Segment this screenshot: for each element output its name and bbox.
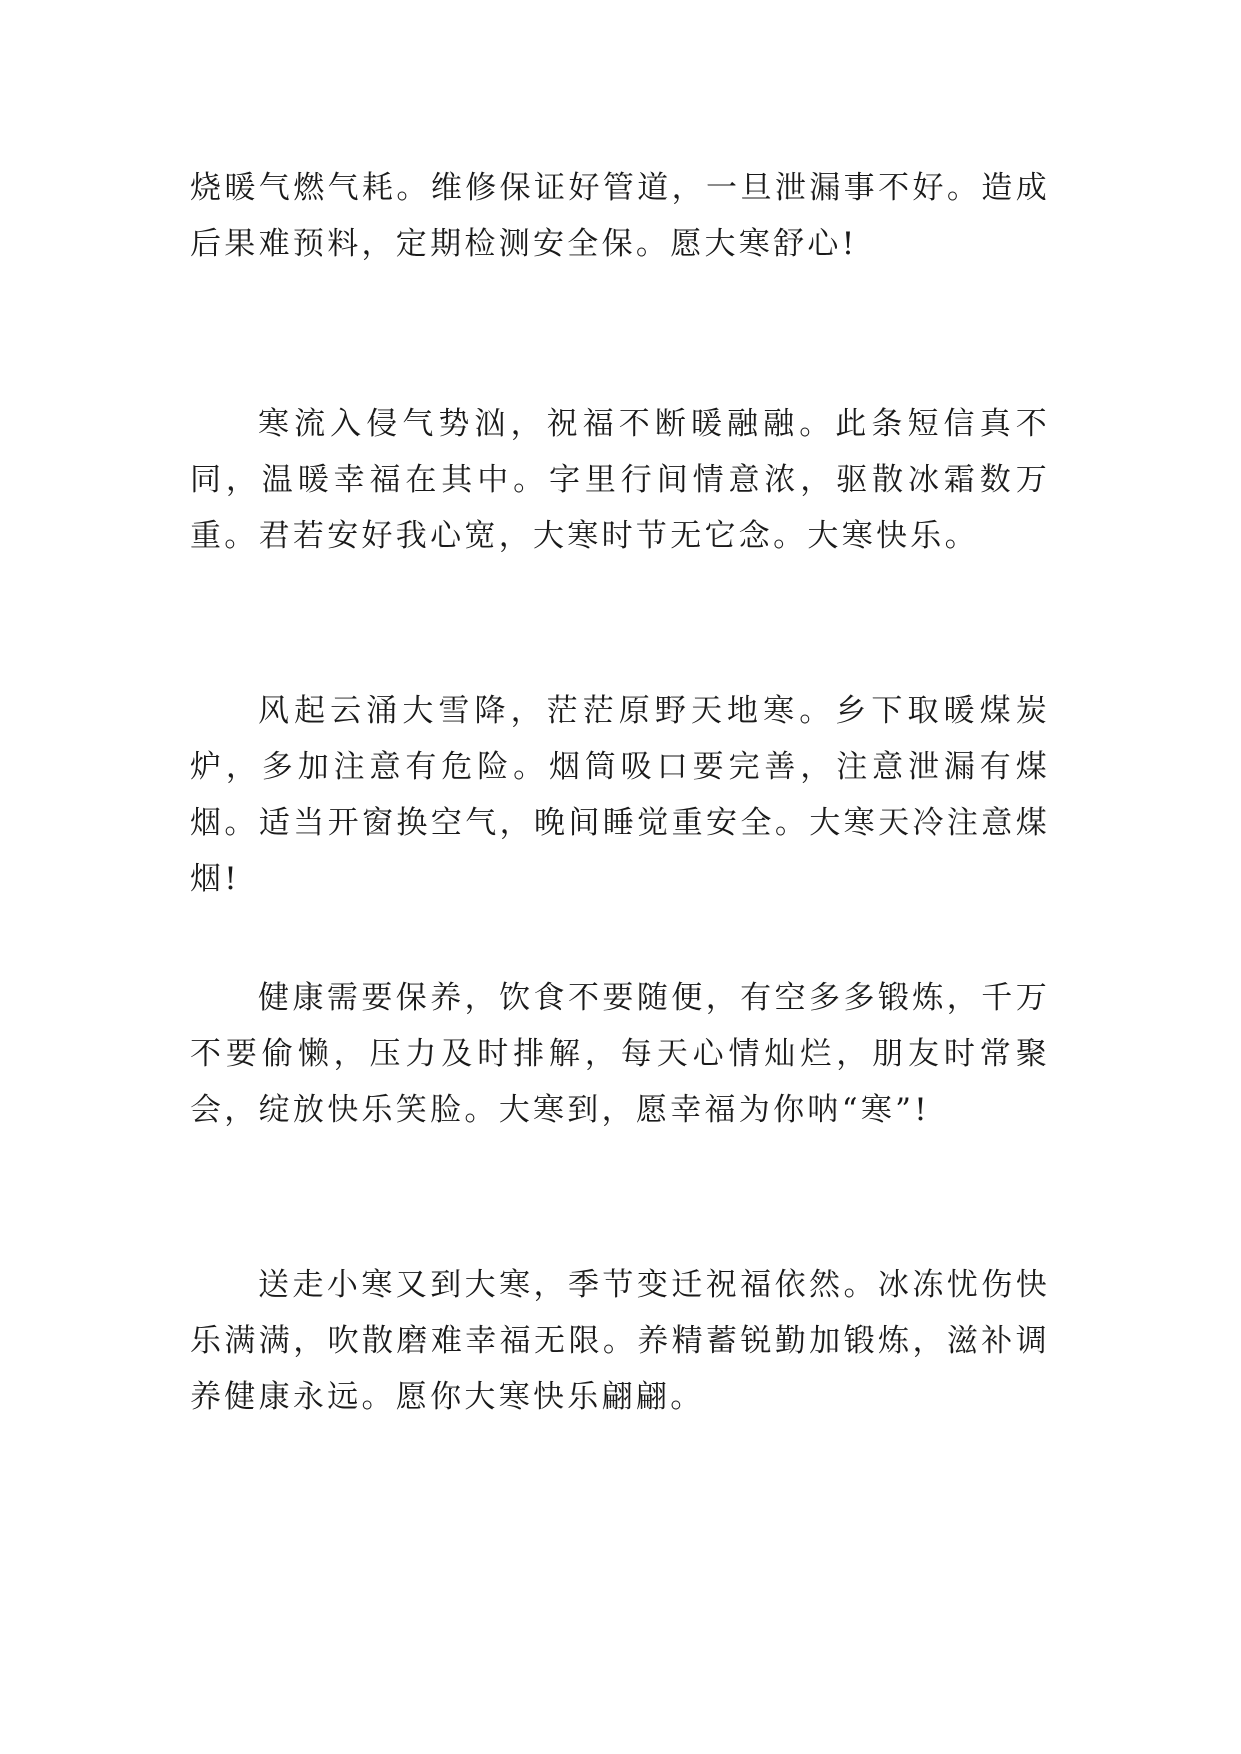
paragraph-greeting-4: 送走小寒又到大寒，季节变迁祝福依然。冰冻忧伤快乐满满，吹散磨难幸福无限。养精蓄锐勤加锻炼，滋补调养健康永远。愿你大寒快乐翩翩。: [190, 1267, 1050, 1415]
paragraph-continued: 烧暖气燃气耗。维修保证好管道，一旦泄漏事不好。造成后果难预料，定期检测安全保。愿大寒舒心!: [190, 170, 1050, 262]
paragraph-greeting-3: 健康需要保养，饮食不要随便，有空多多锻炼，千万不要偷懒，压力及时排解，每天心情灿烂，朋友时常聚会，绽放快乐笑脸。大寒到，愿幸福为你呐“寒”!: [190, 980, 1050, 1128]
paragraph-greeting-1: 寒流入侵气势汹，祝福不断暖融融。此条短信真不同，温暖幸福在其中。字里行间情意浓，驱散冰霜数万重。君若安好我心宽，大寒时节无它念。大寒快乐。: [190, 406, 1050, 554]
paragraph-greeting-2: 风起云涌大雪降，茫茫原野天地寒。乡下取暖煤炭炉，多加注意有危险。烟筒吸口要完善，注意泄漏有煤烟。适当开窗换空气，晚间睡觉重安全。大寒天冷注意煤烟!: [190, 693, 1050, 897]
